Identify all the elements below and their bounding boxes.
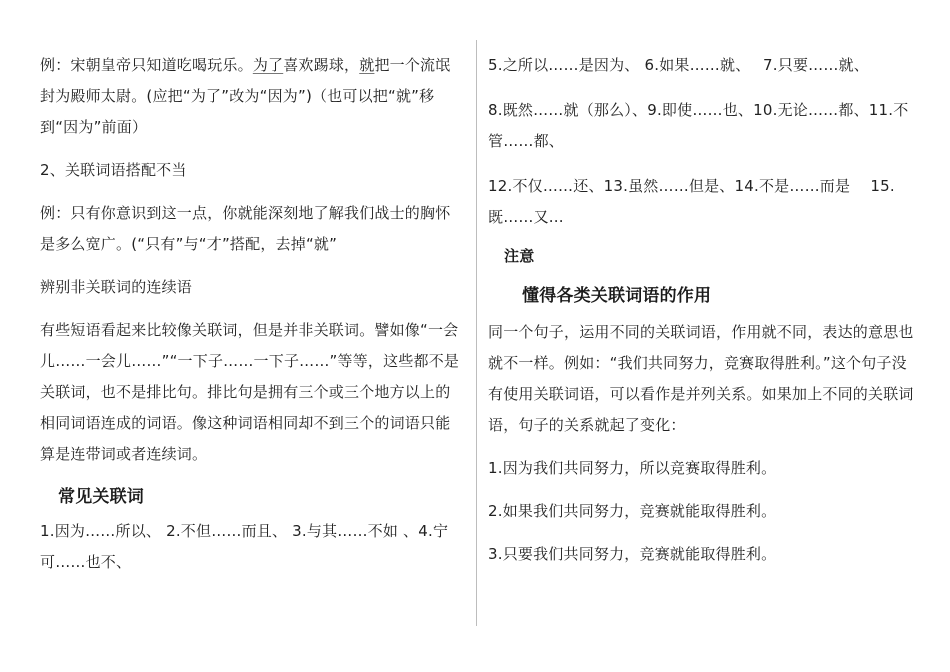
note-label: 注意 <box>504 247 535 265</box>
body-paragraph: 有些短语看起来比较像关联词，但是并非关联词。譬如像“一会儿……一会儿……”“一下子……一下子……”等等，这些都不是关联词，也不是排比句。排比句是拥有三个或三个地方以上的相同词语连成的词语。像这种词语相同却不到三个的词语只能算是连带词或者连续词。 <box>40 321 460 463</box>
right-column <box>488 50 914 570</box>
example-paragraph-1 <box>40 50 464 143</box>
conjunction-list-3: 8.既然……就（那么）、9.即使……也、10.无论……都、11.不管……都、 <box>488 101 909 150</box>
conjunction-list-4: 12.不仅……还、13.虽然……但是、14.不是……而是 15.既……又... <box>488 177 895 226</box>
section-heading-usage: 懂得各类关联词语的作用 <box>522 286 712 306</box>
body-paragraph: 同一个句子，运用不同的关联词语，作用就不同，表达的意思也就不一样。例如：“我们共同努力，竞赛取得胜利。”这个句子没有使用关联词语，可以看作是并列关系。如果加上不同的关联词语，句子的关系就起了变化： <box>488 323 914 434</box>
section-heading-common-conjunctions: 常见关联词 <box>58 487 144 507</box>
underlined-word: 为了 <box>252 56 284 74</box>
conjunction-list-1: 1.因为……所以、 2.不但……而且、 3.与其……不如 、4.宁可……也不、 <box>40 522 449 571</box>
example-sentence-2: 2.如果我们共同努力，竞赛就能取得胜利。 <box>488 502 777 520</box>
conjunction-list-2: 5.之所以……是因为、 6.如果……就、 7.只要……就、 <box>488 56 869 74</box>
example-text: 例：宋朝皇帝只知道吃喝玩乐。 <box>40 56 253 74</box>
example-sentence-3: 3.只要我们共同努力，竞赛就能取得胜利。 <box>488 545 777 563</box>
underlined-word: 就 <box>359 56 375 74</box>
section-subtitle: 辨别非关联词的连续语 <box>40 278 193 296</box>
example-sentence-1: 1.因为我们共同努力，所以竞赛取得胜利。 <box>488 459 777 477</box>
left-column <box>40 50 464 578</box>
example-paragraph-2: 例：只有你意识到这一点，你就能深刻地了解我们战士的胸怀是多么宽广。(“只有”与“才”搭配，去掉“就” <box>40 204 451 253</box>
example-text: 把一个流氓封为殿师太尉。(应把“为了”改为“因为”)（也可以把“就”移到“因为”前面） <box>40 56 451 136</box>
example-text: 喜欢踢球， <box>283 56 360 74</box>
column-divider <box>476 40 477 626</box>
item-heading-2: 2、关联词语搭配不当 <box>40 161 187 179</box>
